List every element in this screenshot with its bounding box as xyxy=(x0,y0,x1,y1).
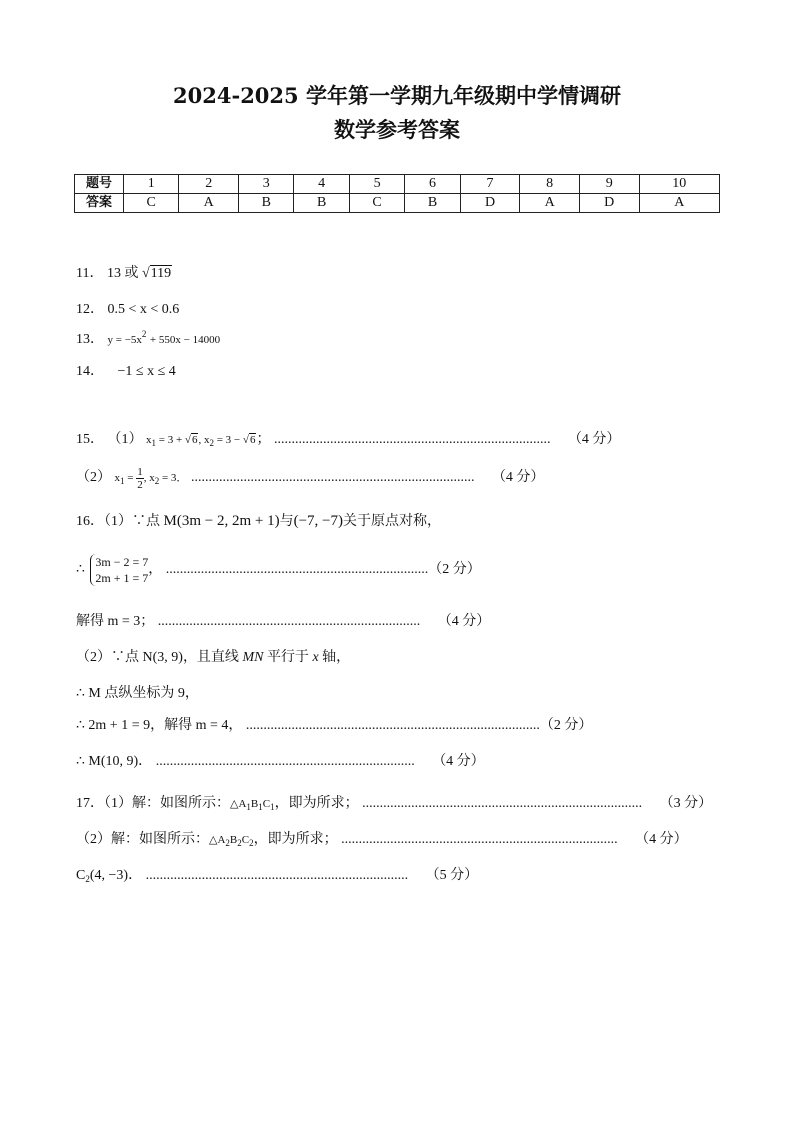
text: 16．（1）∵点 xyxy=(76,514,164,529)
triangle: △A xyxy=(230,798,247,810)
vertex: C xyxy=(241,834,250,846)
score: （2 分） xyxy=(539,718,593,733)
eq-part: = 3． xyxy=(159,472,188,485)
answer-cell: B xyxy=(239,194,294,213)
question-number: 13． xyxy=(76,332,104,347)
equation: 2m + 1 = 7 xyxy=(95,571,149,585)
question-number-cell: 8 xyxy=(520,175,580,194)
text: ，且直线 xyxy=(182,650,243,665)
answer-cell: B xyxy=(405,194,460,213)
triangle: △A xyxy=(209,834,226,846)
score: （5 分） xyxy=(425,868,479,883)
therefore-symbol: ∴ xyxy=(76,562,85,578)
radicand: 6 xyxy=(191,434,198,446)
answer-cell: A xyxy=(179,194,239,213)
leader-dots: ............................................................................... xyxy=(341,832,618,847)
answer-16-line2 xyxy=(76,554,481,586)
vertex: C xyxy=(262,798,271,810)
equation-lhs: y = −5x xyxy=(107,334,142,346)
equation: ∴ 2m + 1 = 9 xyxy=(76,718,151,733)
subscript: 1 xyxy=(258,802,263,812)
answer-16-line3 xyxy=(76,610,490,630)
answer-17-line3 xyxy=(76,864,478,884)
point: (−7, −7) xyxy=(293,513,344,529)
sqrt-symbol: √ xyxy=(141,266,150,281)
equation: m = 4 xyxy=(195,718,229,733)
subscript: 2 xyxy=(249,838,254,848)
leader-dots: .......................................................................... xyxy=(155,754,415,769)
eq-part: , x xyxy=(143,472,155,485)
answer-14 xyxy=(76,360,176,380)
answer-16-line5 xyxy=(76,682,199,702)
page-title: 2024-2025 学年第一学期九年级期中学情调研 xyxy=(173,83,621,108)
leader-dots: ........................................................................... xyxy=(145,868,409,883)
text: ∴ M(10, 9)． xyxy=(76,754,153,769)
subscript: 1 xyxy=(270,802,275,812)
point-n: N(3, 9) xyxy=(142,650,183,665)
subscript: 1 xyxy=(246,802,251,812)
row-label: 题号 xyxy=(75,175,124,194)
answer-cell: C xyxy=(124,194,179,213)
text: 解得 m = 3； xyxy=(76,614,155,629)
point-c2: C xyxy=(76,868,86,883)
exponent: 2 xyxy=(141,329,147,339)
answer-13 xyxy=(76,328,220,348)
question-number-cell: 1 xyxy=(124,175,179,194)
fraction xyxy=(136,466,144,491)
eq-part: , x xyxy=(198,434,210,446)
axis-x: x xyxy=(312,650,319,665)
leader-dots: ........................................................................... xyxy=(165,562,429,578)
question-number-cell: 9 xyxy=(579,175,639,194)
leader-dots: ................................................................................ xyxy=(362,796,643,811)
answer-17-line2 xyxy=(76,828,688,848)
question-number: 14． xyxy=(76,364,104,379)
page-subtitle: 数学参考答案 xyxy=(334,117,460,142)
answer-16-line1 xyxy=(76,510,441,530)
leader-dots: ............................................................................... xyxy=(273,432,551,447)
answer-cell: B xyxy=(294,194,349,213)
leader-dots: ........................................................................... xyxy=(157,614,421,629)
line-mn: MN xyxy=(242,650,264,665)
numerator: 1 xyxy=(137,466,143,478)
question-number-cell: 10 xyxy=(639,175,719,194)
punct: ， xyxy=(148,562,163,578)
answer-16-line4 xyxy=(76,646,350,666)
text: 关于原点对称， xyxy=(343,514,442,529)
point-m: M(3m − 2, 2m + 1) xyxy=(163,513,280,529)
denominator: 2 xyxy=(137,479,143,491)
answer-cell: A xyxy=(520,194,580,213)
question-number-cell: 5 xyxy=(349,175,404,194)
text: 平行于 xyxy=(263,650,313,665)
score: （4 分） xyxy=(491,470,545,486)
question-number: 11． xyxy=(76,266,104,281)
text: 17．（1）解：如图所示： xyxy=(76,796,230,811)
score: （4 分） xyxy=(437,614,491,629)
answer-text: 0.5 < x < 0.6 xyxy=(107,302,180,317)
leader-dots: ................................................................................. xyxy=(190,470,475,486)
subscript: 2 xyxy=(225,838,230,848)
text: ，即为所求； xyxy=(274,796,359,811)
text: ，解得 xyxy=(150,718,196,733)
question-number-cell: 3 xyxy=(239,175,294,194)
equation-system xyxy=(90,554,148,586)
question-number: 15． xyxy=(76,432,104,447)
answer-15-part1: 15． （1） $x_1 = 3 + √6$, $x_2 = 3 - √6$； ............................................................................... （4 分） xyxy=(76,432,621,448)
part-label: （1） xyxy=(107,432,143,447)
coords: (4, −3)． xyxy=(89,868,143,883)
row-label: 答案 xyxy=(75,194,124,213)
var-x: x xyxy=(114,472,120,485)
answer-11 xyxy=(76,262,172,282)
answer-cell: D xyxy=(579,194,639,213)
eq-part: = 3 − xyxy=(213,434,243,446)
text: 轴， xyxy=(318,650,351,665)
question-number-cell: 6 xyxy=(405,175,460,194)
answer-17-line1 xyxy=(76,792,712,812)
radicand: 119 xyxy=(150,266,172,281)
punct: ； xyxy=(256,432,271,447)
score: （2 分） xyxy=(428,562,481,578)
text: （2）∵点 xyxy=(76,650,143,665)
answer-16-line6 xyxy=(76,714,592,734)
text: ，即为所求； xyxy=(253,832,338,847)
subscript: 2 xyxy=(85,874,90,884)
question-number: 12． xyxy=(76,302,104,317)
question-number-cell: 7 xyxy=(460,175,520,194)
answer-table xyxy=(74,174,720,213)
vertex: B xyxy=(250,798,259,810)
equation-rhs: + 550x − 14000 xyxy=(149,334,221,346)
answer-text: 13 或 xyxy=(106,266,139,281)
subscript: 2 xyxy=(237,838,242,848)
answer-15-part2: （2） $x_1$ = $\frac{1}{2}$ , $x_2 = 3$． ................................................................................. （4 分） xyxy=(76,466,545,491)
var-x: x xyxy=(146,434,152,446)
text: 与 xyxy=(279,514,294,529)
answer-cell: D xyxy=(460,194,520,213)
text: ∴ M 点纵坐标为 9， xyxy=(76,686,199,701)
answer-cell: A xyxy=(639,194,719,213)
punct: ， xyxy=(228,718,243,733)
score: （4 分） xyxy=(635,832,688,847)
answer-text: −1 ≤ x ≤ 4 xyxy=(117,364,176,379)
equation: 3m − 2 = 7 xyxy=(95,555,149,569)
answer-cell: C xyxy=(349,194,404,213)
text: （2）解：如图所示： xyxy=(76,832,209,847)
answer-12 xyxy=(76,298,179,318)
eq-part: = 3 + xyxy=(156,434,185,446)
question-number-cell: 4 xyxy=(294,175,349,194)
question-number-cell: 2 xyxy=(179,175,239,194)
score: （3 分） xyxy=(659,796,713,811)
eq-part: = xyxy=(124,472,137,485)
score: （4 分） xyxy=(567,432,621,447)
part-label: （2） xyxy=(76,470,111,486)
vertex: B xyxy=(229,834,238,846)
leader-dots: .................................................................................... xyxy=(245,718,540,733)
question-number-row xyxy=(75,175,720,194)
answer-row xyxy=(75,194,720,213)
radicand: 6 xyxy=(249,434,256,446)
answer-16-line7 xyxy=(76,750,485,770)
score: （4 分） xyxy=(432,754,485,769)
